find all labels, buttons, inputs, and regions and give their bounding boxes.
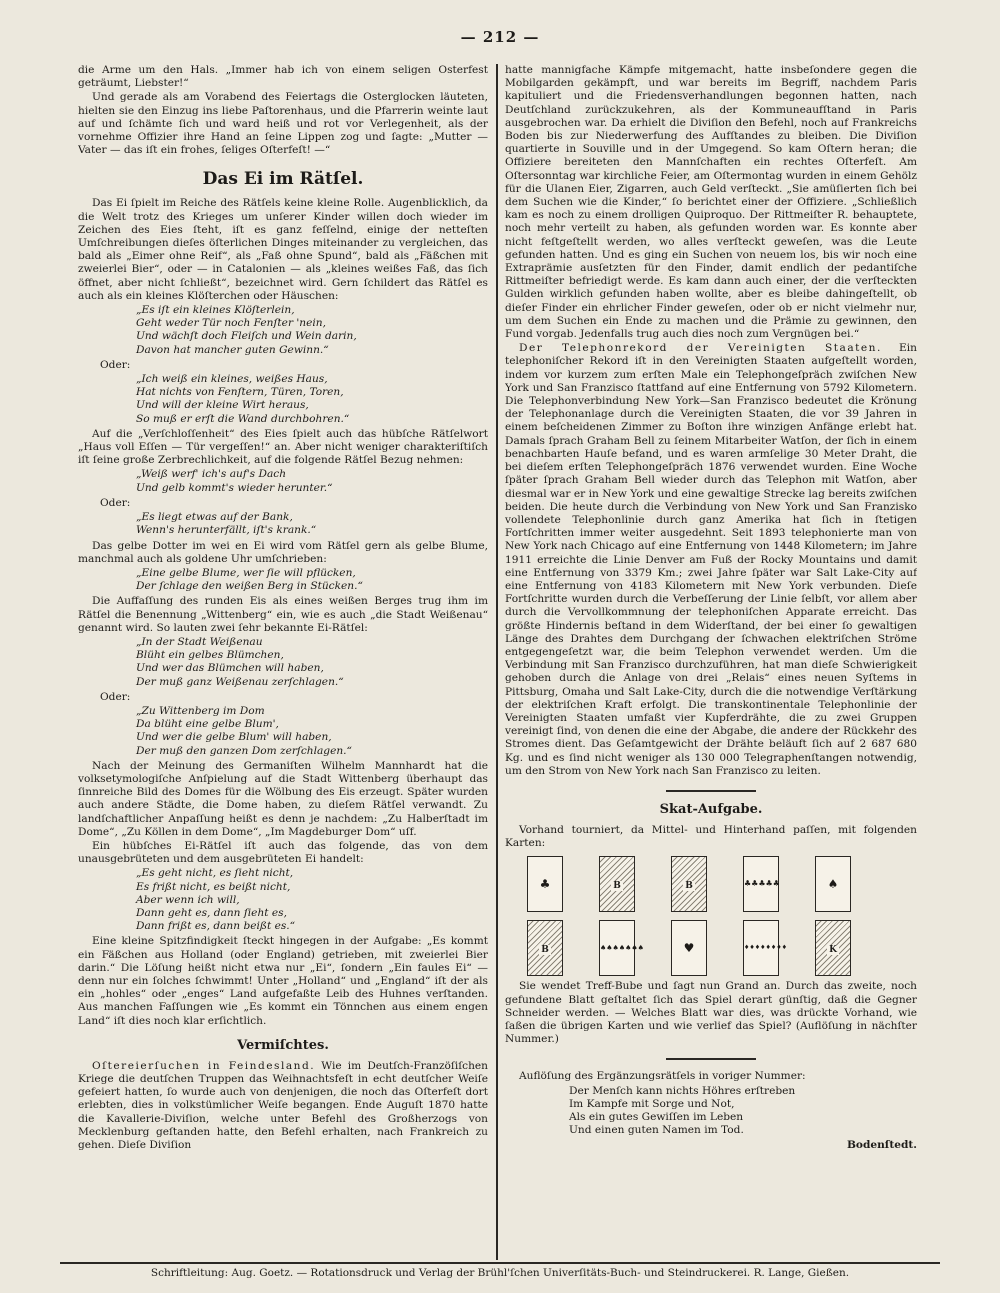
left-column — [78, 64, 488, 1260]
paragraph-text: Wie im Deutſch-Franzöſiſchen Kriege die deutſchen Truppen das Weihnachtsfeſt in echt deutſcher Weiſe gefeiert hatten, ſo wurde auch von denjenigen, die noch das Oſterfeſt dort erlebten, dies in volkstümlicher Weiſe begangen. Ende Auguſt 1870 hatte die Kavallerie-Diviſion, welche unter Befehl des Großherzogs von Mecklenburg geſtanden hatte, den Befehl erhalten, nach Frankreich zu gehen. Dieſe Diviſion — [78, 1059, 488, 1152]
solution-verse — [569, 1085, 917, 1138]
skat-question: Sie wendet Treff-Bube und ſagt nun Grand an. Durch das zweite, noch gefundene Blatt geſtaltet ſich das Spiel derart günſtig, daß die Gegner Schneider werden. — Welches Blatt war dies, was drückte Vorhand, wie ſaßen die übrigen Karten und wie verlief das Spiel? (Auflöſung in nächſter Nummer.) — [505, 980, 917, 1046]
article-paragraph: Nach der Meinung des Germaniſten Wilhelm Mannhardt hat die volksetymologiſche Anſpielung auf die Stadt Wittenberg überhaupt das ſinnreiche Bild des Domes für die Wölbung des Eis erzeugt. Später wurden auch andere Städte, die Dome haben, zu dieſem Rätſel verwandt. Zu landſchaftlicher Anpaſſung heißt es denn je nachdem: „Zu Halberſtadt im Dome“, „Zu Köllen in dem Dome“, „Im Magdeburger Dom“ uſf. — [78, 759, 488, 838]
card-jack: B — [671, 856, 707, 912]
column-divider — [496, 64, 498, 1260]
verse-line: „Es iſt ein kleines Klöſterlein, — [136, 304, 295, 317]
verse-line: „Zu Wittenberg im Dom — [136, 704, 265, 717]
verse-line: Als ein gutes Gewiſſen im Leben — [569, 1111, 744, 1123]
section-separator — [666, 1058, 756, 1060]
verse-line: Da blüht eine gelbe Blum', — [136, 718, 279, 731]
verse-line: Und wer die gelbe Blum' will haben, — [136, 731, 332, 744]
verse-line: Hat nichts von Fenſtern, Türen, Toren, — [136, 386, 344, 399]
card-spade: ♠ — [815, 856, 851, 912]
story-ending-paragraph: Und gerade als am Vorabend des Feiertags die Osterglocken läuteten, hielten sie den Einzug ins liebe Paſtorenhaus, und die Pfarrerin weinte laut auf und ſchämte ſich und ward heiß und rot vor Verlegenheit, als der vornehme Offizier ihre Hand an ſeine Lippen zog und ſagte: „Mutter — Vater — das iſt ein frohes, ſeliges Oſterfeſt! —“ — [78, 91, 488, 157]
oder-label: Oder: — [100, 496, 131, 509]
article-paragraph: Das Ei ſpielt im Reiche des Rätſels keine kleine Rolle. Augenblicklich, da die Welt trotz des Krieges um unſerer Kinder willen doch wieder im Zeichen des Eies ſteht, iſt es ganz feſſelnd, einige der netteſten Umſchreibungen dieſes öſterlichen Dinges miteinander zu vergleichen, das bald als „Eimer ohne Reif“, als „Faß ohne Spund“, bald als „Fäßchen mit zweierlei Bier“, oder — in Catalonien — als „kleines weißes Faß, das ſich öffnet, aber nicht ſchließt“, bezeichnet wird. Gern ſchildert das Rätſel es auch als ein kleines Klöſterchen oder Häuschen: — [78, 197, 488, 302]
article-title-ei-im-raetsel: Das Ei im Rätſel. — [202, 169, 364, 190]
verse-line: „Eine gelbe Blume, wer ſie will pflücken, — [136, 566, 356, 579]
story-ending-paragraph: die Arme um den Hals. „Immer hab ich von einem seligen Osterfest geträumt, Liebster!“ — [78, 64, 488, 90]
card-jack: B — [527, 920, 563, 976]
author-signature: Bodenſtedt. — [846, 1139, 917, 1152]
page-number: — 212 — — [460, 28, 540, 46]
verse-line: „Es geht nicht, es ſieht nicht, — [136, 867, 294, 880]
oder-label: Oder: — [100, 690, 131, 703]
card-spade-pips: ♠♠♠♠♠♠♠ — [599, 920, 635, 976]
card-heart: ♥ — [671, 920, 707, 976]
verse-line: So muß er erſt die Wand durchbohren.“ — [136, 412, 350, 425]
verse-2 — [136, 373, 488, 426]
card-jack: B — [599, 856, 635, 912]
section-separator — [666, 790, 756, 792]
article-title-vermischtes: Vermiſchtes. — [237, 1037, 329, 1053]
verse-3 — [136, 468, 488, 494]
verse-line: „In der Stadt Weißenau — [136, 635, 263, 648]
card-king: K — [815, 920, 851, 976]
section-lead: Der Telephonrekord der Vereinigten Staaten. — [519, 342, 882, 355]
section-lead: Oſtereierſuchen in Feindesland. — [92, 1059, 316, 1072]
article-paragraph — [505, 342, 917, 778]
verse-line: Und wer das Blümchen will haben, — [136, 662, 324, 675]
skat-title: Skat-Aufgabe. — [659, 801, 763, 817]
verse-line: Der Menſch kann nichts Höhres erſtreben — [569, 1084, 796, 1097]
verse-line: Und einen guten Namen im Tod. — [569, 1124, 744, 1137]
oder-label: Oder: — [100, 358, 131, 371]
verse-line: Dann geht es, dann ſieht es, — [136, 906, 287, 919]
verse-line: Und will der kleine Wirt heraus, — [136, 399, 309, 412]
footer-rule — [60, 1262, 940, 1264]
verse-line: „Ich weiß ein kleines, weißes Haus, — [136, 373, 328, 386]
verse-line: Der muß ganz Weißenau zerſchlagen.“ — [136, 675, 344, 688]
imprint-footer: Schriftleitung: Aug. Goetz. — Rotationsdruck und Verlag der Brühl'ſchen Univerſitäts-Buch- und Steindruckerei. R. Lange, Gießen. — [150, 1267, 850, 1279]
verse-line: „Weiß werf' ich's auf's Dach — [136, 468, 287, 481]
verse-line: „Es liegt etwas auf der Bank, — [136, 511, 293, 524]
verse-line: Und gelb kommt's wieder herunter.“ — [136, 481, 333, 494]
card-club: ♣ — [527, 856, 563, 912]
verse-line: Dann frißt es, dann beißt es.“ — [136, 920, 296, 933]
verse-8 — [136, 867, 488, 933]
skat-cards — [527, 856, 887, 976]
verse-line: Und wächſt doch Fleiſch und Wein darin, — [136, 330, 357, 343]
solution-heading: Auflöſung des Ergänzungsrätſels in voriger Nummer: — [519, 1070, 806, 1083]
card-diamond-pips: ♦♦♦♦♦♦♦♦ — [743, 920, 779, 976]
article-paragraph: Ein hübſches Ei-Rätſel iſt auch das folgende, das von dem unausgebrüteten und dem ausgebrüteten Ei handelt: — [78, 839, 488, 866]
skat-intro: Vorhand tourniert, da Mittel- und Hinterhand paſſen, mit folgenden Karten: — [505, 823, 917, 850]
verse-line: Es frißt nicht, es beißt nicht, — [136, 880, 291, 893]
article-paragraph: Eine kleine Spitzfindigkeit ſteckt hingegen in der Aufgabe: „Es kommt ein Fäßchen aus Holland (oder England) getrieben, mit zweierlei Bier darin.“ Die Löſung heißt nicht etwa nur „Ei“, ſondern „Ein faules Ei“ — denn nur ein ſolches ſchwimmt! Unter „Holland“ und „England“ iſt der als ein „hohles“ oder „enges“ Land aufgefaßte Leib des Huhnes verſtanden. Aus manchen Faſſungen wie „Es kommt ein Tönnchen aus einem engen Land“ iſt dies noch klar erſichtlich. — [78, 935, 488, 1027]
verse-line: Blüht ein gelbes Blümchen, — [136, 649, 284, 662]
right-column — [505, 64, 917, 1260]
verse-line: Wenn's herunterfällt, iſt's krank.“ — [136, 524, 317, 537]
verse-5 — [136, 567, 488, 593]
article-paragraph — [78, 1060, 488, 1152]
verse-line: Geht weder Tür noch Fenſter 'nein, — [136, 317, 326, 330]
verse-line: Aber wenn ich will, — [136, 893, 240, 906]
verse-line: Im Kampfe mit Sorge und Not, — [569, 1097, 735, 1110]
article-paragraph: Die Auffaſſung des runden Eis als eines weißen Berges trug ihm im Rätſel die Benennung „Wittenberg“ ein, wie es auch „die Stadt Weißenau“ genannt wird. So lauten zwei ſehr bekannte Ei-Rätſel: — [78, 595, 488, 634]
verse-line: Davon hat mancher guten Gewinn.“ — [136, 343, 329, 356]
verse-line: Der muß den ganzen Dom zerſchlagen.“ — [136, 744, 352, 757]
paragraph-text: Ein telephoniſcher Rekord iſt in den Vereinigten Staaten aufgeſtellt worden, indem vor kurzem zum erſten Male ein Telephongeſpräch zwiſchen New York und San Franzisco ſtattfand auf eine Entfernung von 5792 Kilometern. Die Telephonverbindung New York—San Franzisco bedeutet die Krönung der Telephonanlage durch die Vereinigten Staaten, die vor 39 Jahren in einem beſcheidenen Zimmer zu Boſton ihre winzigen Anfänge erlebt hat. Damals ſprach Graham Bell zu ſeinem Mitarbeiter Watſon, der ſich in einem benachbarten Hauſe befand, und es waren armſelige 30 Meter Draht, die bei dieſem erſten Telephongeſpräch 1876 verwendet wurden. Eine Woche ſpäter ſprach Graham Bell wieder durch das Telephon mit Watſon, aber diesmal war er in New York und eine gewaltige Strecke lag bereits zwiſchen beiden. Die heute durch die Verbindung von New York und San Franzisko vollendete Telephonlinie durch ganz Amerika hat ſich in ſtetigen Fortſchritten immer weiter ausgedehnt. Seit 1893 telephonierte man von New York nach Chicago auf eine Entfernung von 1448 Kilometern; im Jahre 1911 erreichte die Linie Denver am Fuß der Rocky Mountains und damit eine Entfernung von 3379 Km.; zwei Jahre ſpäter war Salt Lake-City auf eine Entfernung von 4183 Kilometern mit New York verbunden. Dieſe Fortſchritte wurden durch die Verbeſſerung der Linie ſelbſt, vor allem aber durch die Vervollkommnung der telephoniſchen Apparate erreicht. Das größte Hindernis beſtand in dem Widerſtand, der bei einer ſo gewaltigen Länge des Drahtes dem Durchgang der ſchwachen elektriſchen Ströme entgegengeſetzt war, die beim Telephon verwendet werden. Um die Verbindung mit San Franzisco durchzuführen, hat man dieſe Schwierigkeit gehoben durch die Anlage von drei „Relais“ eines neuen Syſtems in Pittsburg, Omaha und Salt Lake-City, durch die die notwendige Verſtärkung der elektriſchen Kraft erfolgt. Die transkontinentale Telephonlinie der Vereinigten Staaten umfaßt vier Kupferdrähte, die zu zwei Gruppen vereinigt ſind, von denen die eine der Abgabe, die andere der Rückkehr des Stromes dient. Das Geſamtgewicht der Drähte beläuft ſich auf 2 687 680 Kg. und es ſind nicht weniger als 130 000 Telegraphenſtangen notwendig, um den Strom von New York nach San Franzisco zu leiten. — [505, 342, 917, 777]
article-paragraph: Auf die „Verſchloſſenheit“ des Eies ſpielt auch das hübſche Rätſelwort „Haus voll Eſſen — Tür vergeſſen!“ an. Aber nicht weniger charakteriſtiſch iſt ſeine große Zerbrechlichkeit, auf die folgende Rätſel Bezug nehmen: — [78, 427, 488, 467]
verse-4 — [136, 511, 488, 537]
verse-1 — [136, 304, 488, 357]
verse-6 — [136, 636, 488, 689]
article-paragraph: hatte mannigfache Kämpfe mitgemacht, hatte insbeſondere gegen die Mobilgarden gekämpft, und war bereits im Begriff, nachdem Paris kapituliert und die Friedensverhandlungen begonnen hatten, nach Deutſchland zurückzukehren, als der Kommuneaufſtand in Paris ausgebrochen war. Da erhielt die Diviſion den Befehl, noch auf Frankreichs Boden bis zur Niederwerfung des Aufſtandes zu bleiben. Die Diviſion quartierte in Souville und in der Umgegend. So kam Oſtern heran; die Offiziere bereiteten den Mannſchaften ein rechtes Oſterfeſt. Am Oſtersonntag war kirchliche Feier, am Oſtermontag wurden in einem Gehölz für die Ulanen Eier, Zigarren, auch Geld verſteckt. „Sie amüſierten ſich bei dem Suchen wie die Kinder,“ ſo berichtet einer der Offiziere. „Schließlich kam es noch zu einem drolligen Quiproquo. Der Rittmeiſter R. behauptete, noch mehr verteilt zu haben, als gefunden worden war. Es konnte aber nicht feſtgeſtellt werden, wo alles verſteckt geweſen, was die Leute gefunden hatten. Und es ging ein Suchen von neuem los, bis wir noch eine Extraprämie ausſetzten für den Finder, damit endlich der pedantiſche Rittmeiſter befriedigt werde. Es kam dann auch einer, der die verſteckten Gulden wirklich gefunden haben wollte, aber es bleibe dahingeſtellt, ob dieſer Finder ein ehrlicher Finder geweſen, oder ob er nicht vielmehr nur, um dem Suchen ein Ende zu machen und die Prämie zu gewinnen, den Fund vorgab. Jedenfalls trug auch dies noch zum Vergnügen bei.“ — [505, 64, 917, 341]
verse-7 — [136, 705, 488, 758]
verse-line: Der ſchlage den weißen Berg in Stücken.“ — [136, 580, 363, 593]
article-paragraph: Das gelbe Dotter im wei en Ei wird vom Rätſel gern als gelbe Blume, manchmal auch als goldene Uhr umſchrieben: — [78, 539, 488, 565]
card-club-pips: ♣♣♣♣♣ — [743, 856, 779, 912]
